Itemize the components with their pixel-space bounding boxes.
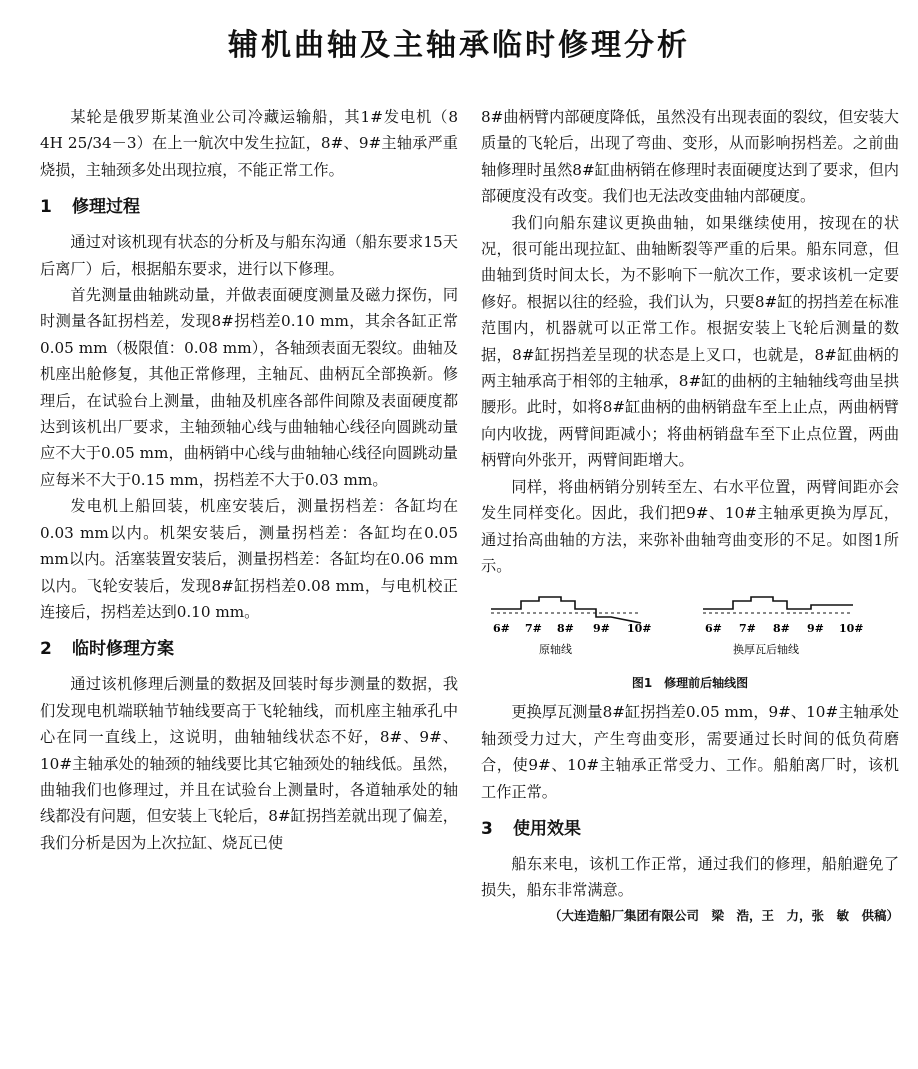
fig-right-label-7: 7# <box>739 622 756 636</box>
section-2-paragraph-1-continued: 8#曲柄臂内部硬度降低，虽然没有出现表面的裂纹，但安装大质量的飞轮后，出现了弯曲、变形，从而影响拐档差。之前曲轴修理时虽然8#缸曲柄销在修理时表面硬度达到了要求，但内部硬度没有改变。我们也无法改变曲轴内部硬度。 <box>481 108 899 206</box>
fig-left-label-8: 8# <box>557 622 574 636</box>
section-2-paragraph-2: 我们向船东建议更换曲轴，如果继续使用，按现在的状况，很可能出现拉缸、曲轴断裂等严重的后果。船东同意，但曲轴到货时间太长，为不影响下一航次工作，要求该机一定要修好。根据以往的经验，我们认为，只要8#缸的拐挡差在标准范围内，机器就可以正常工作。根据安装上飞轮后测量的数据，8#缸拐挡差呈现的状态是上叉口，也就是，8#缸曲柄的两主轴承高于相邻的主轴承，8#缸的曲柄的主轴轴线弯曲呈拱腰形。此时，如将8#缸曲柄的曲柄销盘车至上止点，两曲柄臂向内收拢，两臂间距减小；将曲柄销盘车至下止点位置，两曲柄臂向外张开，两臂间距增大。 <box>481 213 899 470</box>
new-axis-line <box>703 597 853 613</box>
fig-left-subtitle: 原轴线 <box>539 643 572 657</box>
section-2-paragraph-3: 同样，将曲柄销分别转至左、右水平位置，两臂间距亦会发生同样变化。因此，我们把9#、10#主轴承更换为厚瓦，通过抬高曲轴的方法，来弥补曲轴弯曲变形的不足。如图1所示。 <box>481 477 899 575</box>
section-1-paragraph-3: 发电机上船回装，机座安装后，测量拐档差：各缸均在0.03 mm以内。机架安装后，测量拐档差：各缸均在0.05 mm以内。活塞装置安装后，测量拐档差：各缸均在0.06 mm以内。飞轮安装后，发现8#缸拐档差0.08 mm，与电机校正连接后，拐档差达到0.10 mm。 <box>40 497 458 621</box>
author-credit: （大连造船厂集团有限公司 梁 浩，王 力，张 敏 供稿） <box>548 907 899 923</box>
section-3-paragraph-1: 船东来电，该机工作正常，通过我们的修理，船舶避免了损失，船东非常满意。 <box>481 854 899 900</box>
original-axis-line <box>491 597 641 623</box>
section-2-number: 2 <box>40 639 52 660</box>
shaft-axis-diagram <box>481 587 899 669</box>
section-3-title: 使用效果 <box>513 818 581 839</box>
fig-right-subtitle: 换厚瓦后轴线 <box>733 643 799 657</box>
section-1-heading <box>40 195 458 219</box>
fig-right-label-6: 6# <box>705 622 722 636</box>
section-1-number: 1 <box>40 197 52 218</box>
right-column <box>481 104 899 928</box>
section-2-title: 临时修理方案 <box>72 639 174 660</box>
section-2-paragraph-1: 通过该机修理后测量的数据及回装时每步测量的数据，我们发现电机端联轴节轴线要高于飞轮轴线，而机座主轴承孔中心在同一直线上，这说明，曲轴轴线状态不好，8#、9#、10#主轴承处的轴颈的轴线要比其它轴颈处的轴线低。虽然，曲轴我们也修理过，并且在试验台上测量时，各道轴承处的轴线都没有问题，但安装上飞轮后，8#缸拐挡差就出现了偏差，我们分析是因为上次拉缸、烧瓦已使 <box>40 675 458 852</box>
fig-left-label-9: 9# <box>593 622 610 636</box>
section-3-heading <box>481 817 899 841</box>
fig-left-label-7: 7# <box>525 622 542 636</box>
fig-right-label-9: 9# <box>807 622 824 636</box>
section-1-paragraph-2: 首先测量曲轴跳动量，并做表面硬度测量及磁力探伤，同时测量各缸拐档差，发现8#拐档差0.10 mm，其余各缸正常0.05 mm（极限值：0.08 mm），各轴颈表面无裂纹。曲轴及机座出舱修复，其他正常修理，主轴瓦、曲柄瓦全部换新。修理后，在试验台上测量，曲轴及机座各部件间隙及表面硬度都达到该机出厂要求，主轴颈轴心线与曲轴轴心线径向圆跳动量应不大于0.05 mm，曲柄销中心线与曲轴轴心线径向圆跳动量应每米不大于0.15 mm，拐档差不大于0.03 mm。 <box>40 286 458 489</box>
section-1-title: 修理过程 <box>72 197 140 218</box>
figure-caption: 图1 修理前后轴线图 <box>631 676 749 691</box>
fig-left-label-6: 6# <box>493 622 510 636</box>
section-3-number: 3 <box>481 818 493 839</box>
figure-1 <box>481 587 899 695</box>
fig-right-label-8: 8# <box>773 622 790 636</box>
intro-paragraph: 某轮是俄罗斯某渔业公司冷藏运输船，其1#发电机（8 4H 25/34－3）在上一航次中发生拉缸，8#、9#主轴承严重烧损，主轴颈多处出现拉痕，不能正常工作。 <box>40 108 458 179</box>
section-1-paragraph-1: 通过对该机现有状态的分析及与船东沟通（船东要求15天后离厂）后，根据船东要求，进行以下修理。 <box>40 233 458 278</box>
fig-right-label-10: 10# <box>839 622 864 636</box>
fig-left-label-10: 10# <box>627 622 652 636</box>
section-2-heading <box>40 637 458 661</box>
section-2-paragraph-4: 更换厚瓦测量8#缸拐挡差0.05 mm，9#、10#主轴承处轴颈受力过大，产生弯曲变形，需要通过长时间的低负荷磨合，使9#、10#主轴承正常受力、工作。船舶离厂时，该机工作正常。 <box>481 703 899 801</box>
article-title: 辅机曲轴及主轴承临时修理分析 <box>228 28 690 63</box>
left-column <box>40 104 458 856</box>
